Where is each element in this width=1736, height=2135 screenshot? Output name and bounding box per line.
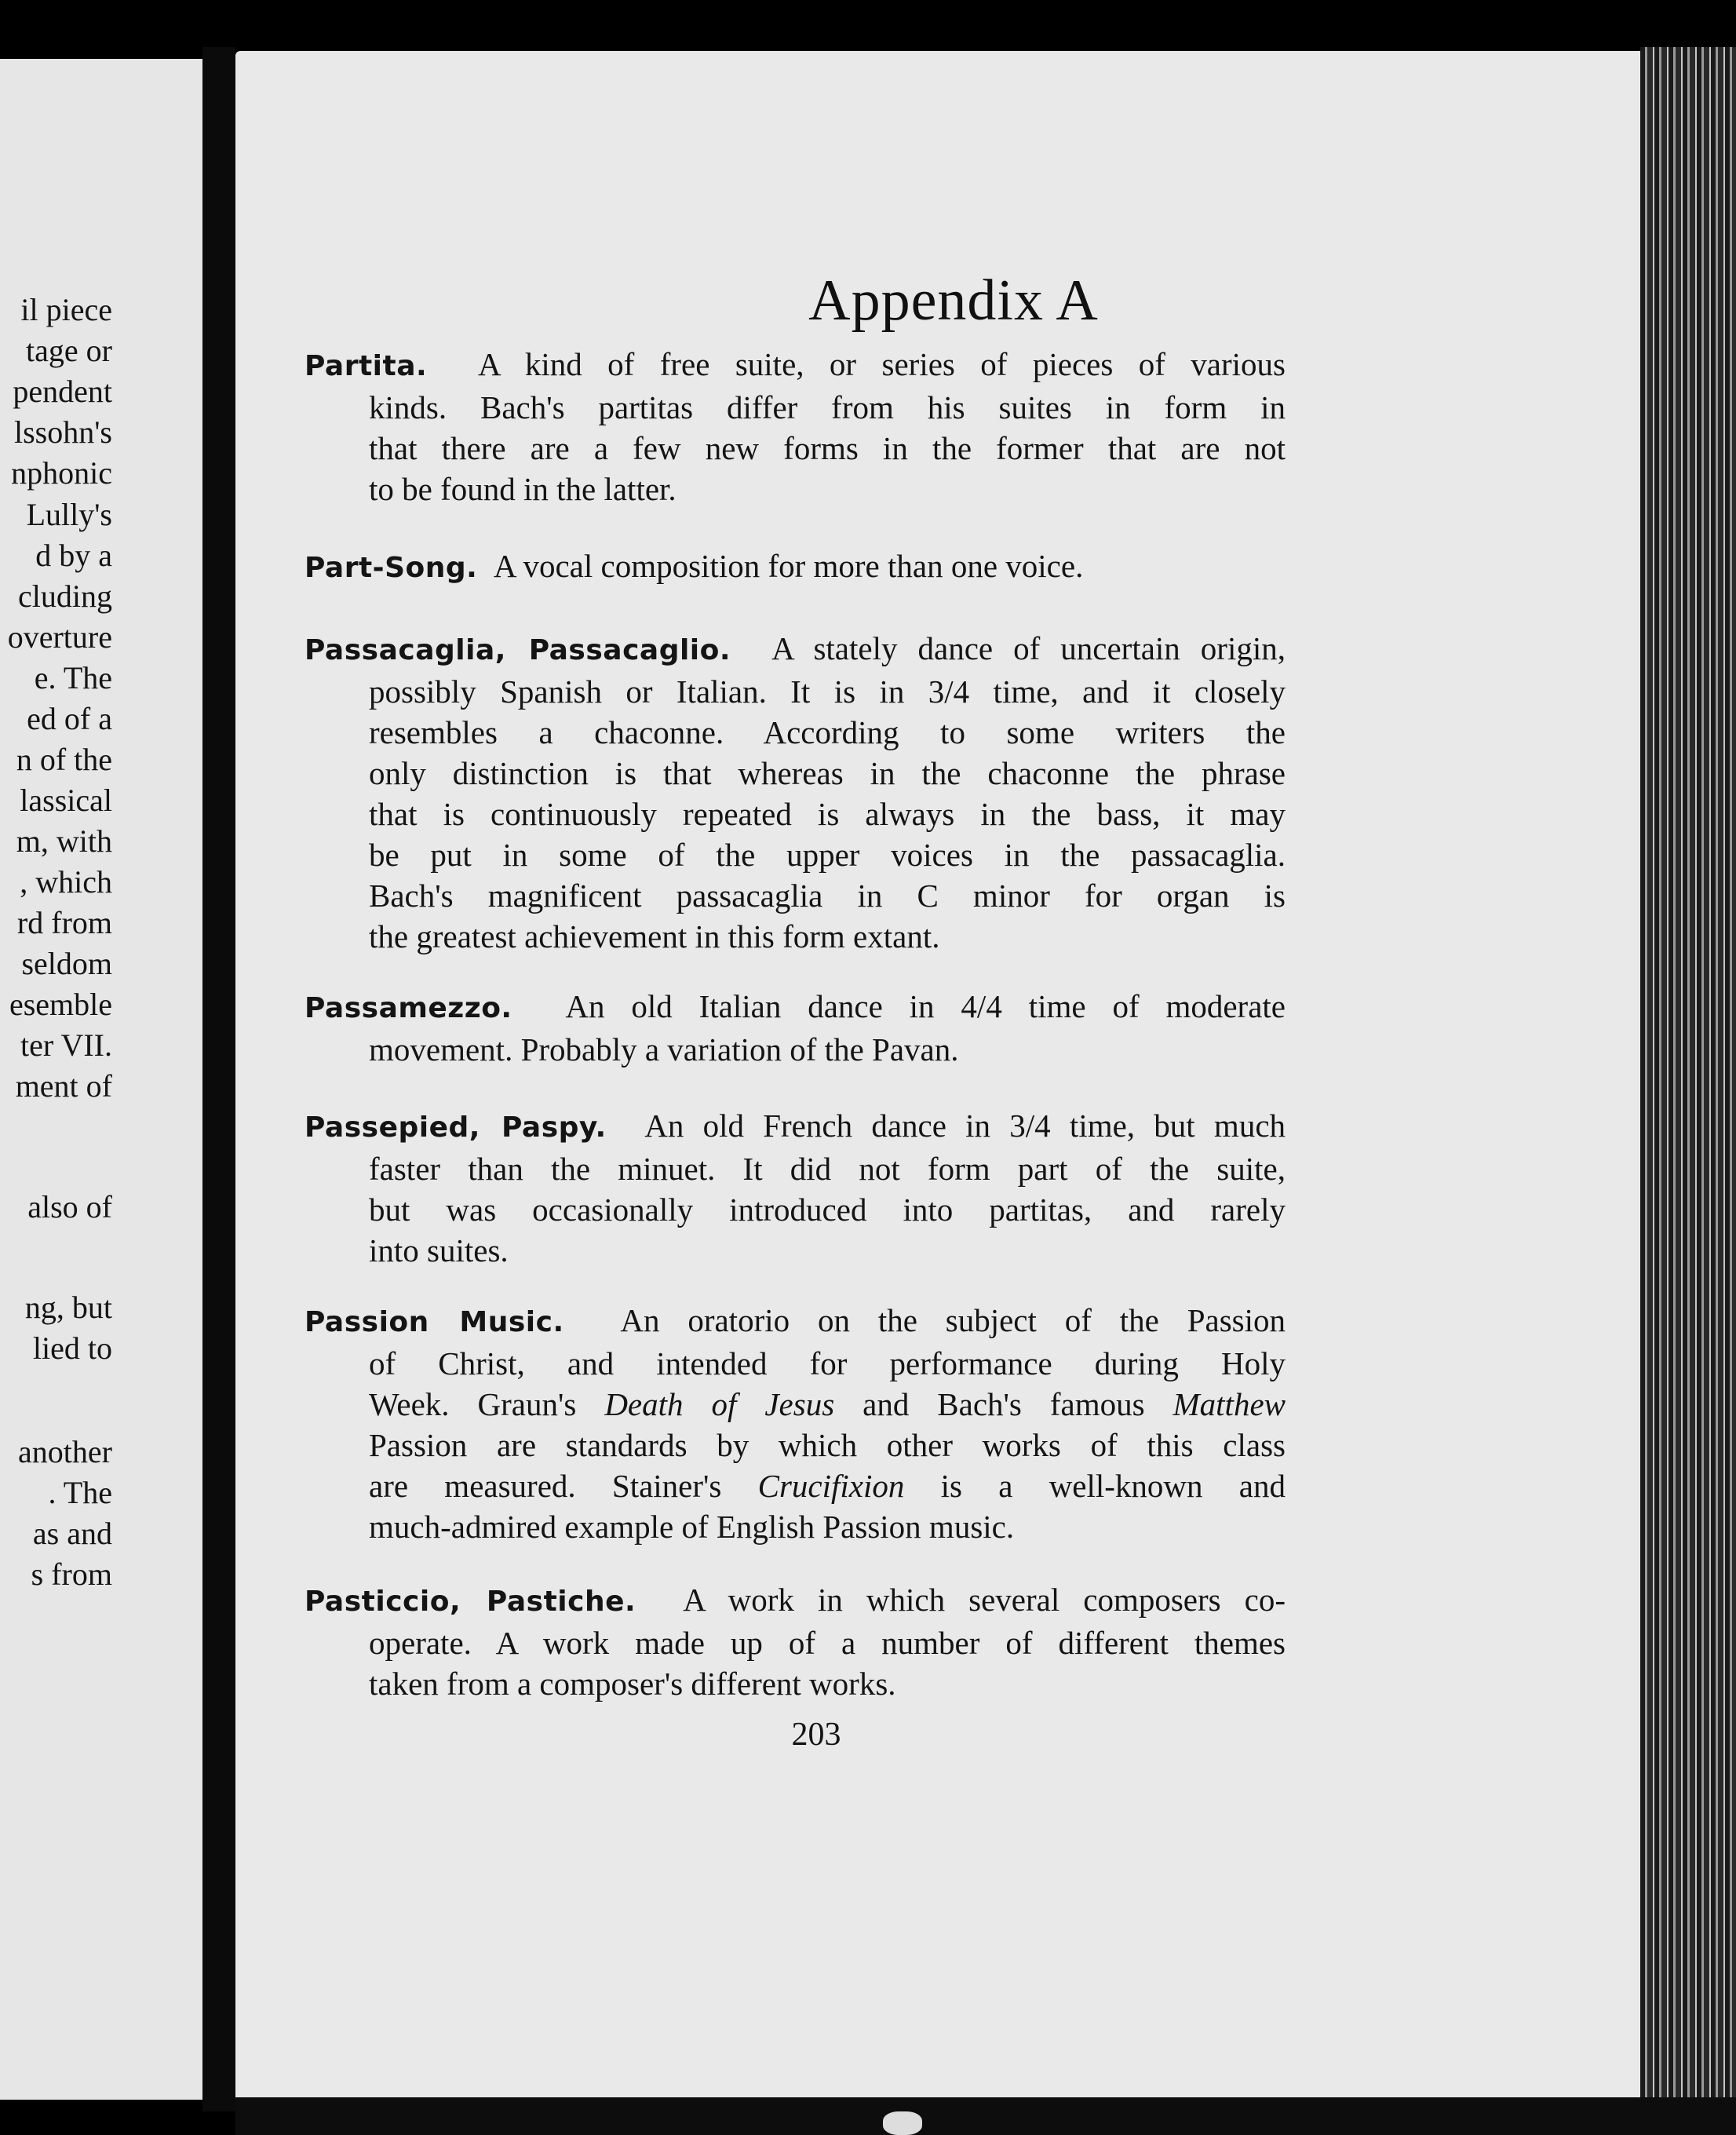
entry-line: Bach's magnificent passacaglia in C minor for organ is [369, 878, 1286, 914]
entry-term: Passamezzo. [305, 992, 512, 1024]
previous-page-line: lassical [20, 783, 112, 818]
work-title: Crucifixion [757, 1468, 905, 1504]
entry-passamezzo [305, 986, 1286, 1070]
previous-page-line: s from [31, 1557, 112, 1592]
work-title: Death of Jesus [604, 1386, 835, 1422]
previous-page-line: ter VII. [20, 1027, 112, 1063]
entry-term: Pasticcio, Pastiche. [305, 1586, 636, 1618]
previous-page-line: il piece [20, 292, 112, 327]
entry-line: that there are a few new forms in the former that are not [369, 430, 1286, 466]
entry-line: Week. Graun's Death of Jesus and Bach's famous Matthew [369, 1386, 1286, 1422]
previous-page-line: ng, but [24, 1290, 112, 1325]
previous-page-line: lied to [32, 1330, 112, 1366]
entry-term: Part-Song. [305, 552, 478, 584]
entry-line: only distinction is that whereas in the chaconne the phrase [369, 755, 1286, 791]
scan-bottom-edge [235, 2097, 1736, 2135]
previous-page-line: e. The [34, 660, 112, 695]
page-number: 203 [791, 1717, 841, 1753]
previous-page-line: ed of a [27, 701, 112, 736]
previous-page-line: n of the [16, 742, 112, 777]
entry-line: kinds. Bach's partitas differ from his suites in form in [369, 389, 1286, 425]
entry-pasticcio [305, 1579, 1286, 1704]
previous-page-line: seldom [21, 946, 112, 981]
book-gutter [202, 47, 235, 2111]
entry-line: to be found in the latter. [369, 471, 677, 507]
entry-term: Partita. [305, 350, 428, 382]
previous-page-fragment [0, 59, 202, 2100]
entry-passacaglia [305, 628, 1286, 957]
previous-page-line: another [18, 1434, 112, 1469]
previous-page-line: rd from [16, 905, 112, 940]
entry-line: operate. A work made up of a number of different themes [369, 1625, 1286, 1661]
entry-line: are measured. Stainer's Crucifixion is a well-known and [369, 1468, 1286, 1504]
entry-line: that is continuously repeated is always in the bass, it may [369, 796, 1286, 832]
previous-page-line: Lully's [26, 497, 112, 532]
entry-line: but was occasionally introduced into partitas, and rarely [369, 1192, 1286, 1228]
entry-line: Passion are standards by which other works of this class [369, 1427, 1286, 1463]
entry-line: resembles a chaconne. According to some writers the [369, 714, 1286, 750]
page-edges [1640, 47, 1736, 2119]
previous-page-line: d by a [35, 538, 112, 573]
entry-line: A vocal composition for more than one voice. [493, 548, 1084, 584]
entry-line: of Christ, and intended for performance during Holy [369, 1345, 1286, 1381]
entry-line: faster than the minuet. It did not form part of the suite, [369, 1151, 1286, 1187]
entry-line: A work in which several composers co- [683, 1582, 1286, 1618]
previous-page-line: nphonic [11, 455, 112, 491]
previous-page-line: . The [48, 1475, 112, 1510]
previous-page-line: ment of [15, 1068, 112, 1104]
entry-line: taken from a composer's different works. [369, 1666, 896, 1702]
previous-page-line: lssohn's [13, 414, 112, 450]
entry-passepied [305, 1105, 1286, 1271]
entry-line: An oratorio on the subject of the Passion [620, 1302, 1286, 1338]
entry-line: movement. Probably a variation of the Pavan. [369, 1031, 959, 1068]
entry-line: much-admired example of English Passion music. [369, 1509, 1015, 1545]
entry-part-song [305, 546, 1286, 589]
entry-line: A kind of free suite, or series of pieces of various [478, 346, 1286, 382]
previous-page-line: esemble [9, 987, 112, 1022]
entry-line: An old Italian dance in 4/4 time of moderate [565, 988, 1286, 1024]
work-title: Matthew [1173, 1386, 1286, 1422]
entry-term: Passion Music. [305, 1306, 564, 1338]
previous-page-line: pendent [13, 374, 112, 409]
entry-line: possibly Spanish or Italian. It is in 3/4 time, and it closely [369, 673, 1286, 710]
entry-line: A stately dance of uncertain origin, [771, 630, 1286, 666]
previous-page-line: also of [27, 1189, 112, 1224]
entry-line: into suites. [369, 1232, 509, 1268]
page-title: Appendix A [808, 268, 1099, 333]
entry-partita [305, 344, 1286, 509]
previous-page-line: cluding [18, 578, 112, 614]
previous-page-line: , which [20, 864, 112, 900]
entry-term: Passepied, Paspy. [305, 1111, 607, 1144]
previous-page-line: tage or [26, 333, 112, 368]
previous-page-line: overture [7, 619, 112, 655]
scan-smudge [883, 2111, 922, 2135]
entry-passion-music [305, 1300, 1286, 1547]
entry-line: the greatest achievement in this form extant. [369, 918, 940, 954]
previous-page-line: as and [32, 1516, 112, 1551]
entry-term: Passacaglia, Passacaglio. [305, 634, 731, 666]
entry-line: be put in some of the upper voices in the passacaglia. [369, 837, 1286, 873]
entry-line: An old French dance in 3/4 time, but much [644, 1108, 1286, 1144]
previous-page-line: m, with [16, 823, 112, 859]
